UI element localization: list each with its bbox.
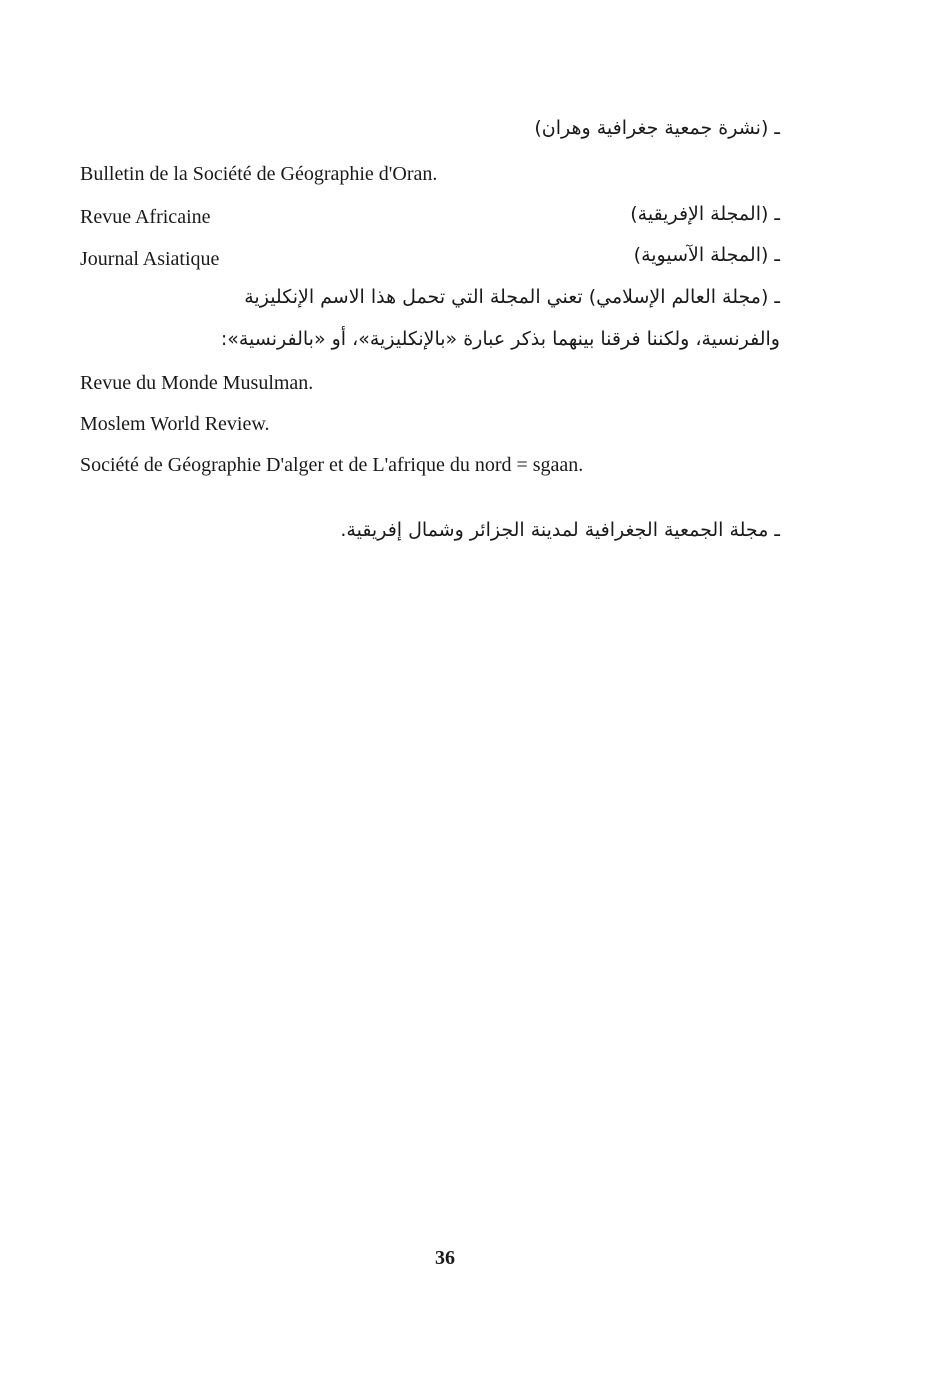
sgaan-arabic-line: ـ مجلة الجمعية الجغرافية لمدينة الجزائر وشمال إفريقية. (340, 519, 780, 541)
revue-monde-musulman-line: Revue du Monde Musulman. (80, 372, 314, 394)
revue-africaine-line: Revue Africaine (80, 206, 211, 228)
monde-arabic-line-2: والفرنسية، ولكننا فرقنا بينهما بذكر عبارة «بالإنكليزية»، أو «بالفرنسية»: (220, 328, 780, 350)
oran-arabic-line: ـ (نشرة جمعية جغرافية وهران) (534, 117, 780, 139)
africaine-arabic-line: ـ (المجلة الإفريقية) (630, 203, 780, 225)
page-number: 36 (435, 1247, 455, 1269)
asiatique-arabic-line: ـ (المجلة الآسيوية) (633, 244, 780, 266)
journal-asiatique-line: Journal Asiatique (80, 248, 220, 270)
moslem-world-review-line: Moslem World Review. (80, 413, 270, 435)
sgaan-french-line: Société de Géographie D'alger et de L'afrique du nord = sgaan. (80, 454, 584, 476)
oran-french-line: Bulletin de la Société de Géographie d'Oran. (80, 163, 438, 185)
monde-arabic-line-1: ـ (مجلة العالم الإسلامي) تعني المجلة التي تحمل هذا الاسم الإنكليزية (244, 286, 780, 308)
